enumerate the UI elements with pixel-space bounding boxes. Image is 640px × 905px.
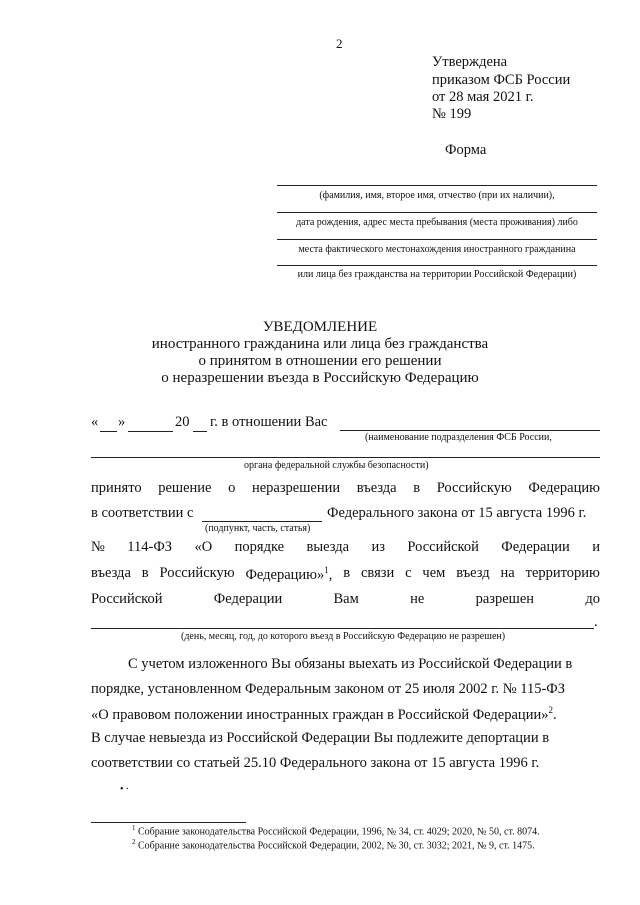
date-month-field[interactable] <box>128 431 173 432</box>
in-accordance-text: в соответствии с <box>91 505 194 521</box>
date-year-field[interactable] <box>193 431 207 432</box>
footnote-separator <box>91 822 246 823</box>
addressee-caption-3: места фактического местонахождения иностранного гражданина <box>298 244 576 255</box>
word-with-footnote <box>245 565 332 584</box>
date-close-quote: » <box>118 414 126 430</box>
para2-line-2: порядке, установленном Федеральным законом от 25 июля 2002 г. № 115-ФЗ <box>91 681 565 697</box>
date-open-quote: « <box>91 414 99 430</box>
word: решение <box>158 480 212 496</box>
not-allowed-line <box>91 591 600 608</box>
word: № <box>91 539 105 555</box>
word: выезда <box>306 539 350 555</box>
word: Федерацию» <box>245 566 325 583</box>
fsb-field[interactable] <box>91 457 600 458</box>
word: Федерации <box>501 539 570 555</box>
word: чем <box>422 565 446 581</box>
title-line-1: УВЕДОМЛЕНИЕ <box>262 319 378 335</box>
word: порядке <box>234 539 285 555</box>
para2-line-3 <box>91 705 557 724</box>
footnote-ref-2[interactable]: 2 <box>548 705 553 715</box>
approval-line-3: от 28 мая 2021 г. <box>432 89 534 105</box>
para2-line-5: соответствии со статьей 25.10 Федерального закона от 15 августа 1996 г. <box>91 755 540 771</box>
word: Федерацию <box>528 480 600 496</box>
title-line-2: иностранного гражданина или лица без гражданства <box>151 336 489 352</box>
word: из <box>371 539 385 555</box>
word: с <box>405 565 412 581</box>
footnote-1-text: Собрание законодательства Российской Федерации, 1996, № 34, ст. 4029; 2020, № 50, ст. 8074. <box>138 826 540 838</box>
entry-line <box>91 565 600 584</box>
division-field[interactable] <box>340 430 600 431</box>
addressee-caption-1: (фамилия, имя, второе имя, отчество (при их наличии), <box>319 190 555 201</box>
word: Российской <box>91 591 163 607</box>
caption-division: (наименование подразделения ФСБ России, <box>365 432 552 443</box>
word: до <box>585 591 600 607</box>
word: въезда <box>91 565 131 581</box>
word: «О <box>194 539 213 555</box>
period: . <box>594 614 598 630</box>
word: Вам <box>333 591 359 607</box>
addressee-caption-2: дата рождения, адрес места пребывания (места проживания) либо <box>296 217 578 228</box>
fed-law-1996: Федерального закона от 15 августа 1996 г. <box>327 505 587 521</box>
word: Российскую <box>159 565 235 581</box>
word: Российскую <box>436 480 512 496</box>
para2-line-1: С учетом изложенного Вы обязаны выехать из Российской Федерации в <box>128 656 573 672</box>
addressee-line-2[interactable] <box>277 212 597 213</box>
word: в <box>141 565 149 581</box>
subpoint-field[interactable] <box>202 521 322 522</box>
footnote-ref-1[interactable]: 1 <box>324 565 329 575</box>
form-label: Форма <box>445 142 487 158</box>
date-day-field[interactable] <box>100 431 117 432</box>
approval-line-1: Утверждена <box>432 54 508 70</box>
caption-until: (день, месяц, год, до которого въезд в Российскую Федерацию не разрешен) <box>181 631 506 642</box>
period: . <box>552 706 557 723</box>
word: связи <box>360 565 395 581</box>
approval-line-2: приказом ФСБ России <box>432 72 571 88</box>
word: не <box>410 591 425 607</box>
para2-line-4: В случае невыезда из Российской Федерации Вы подлежите депортации в <box>91 730 550 746</box>
footnote-2 <box>132 838 535 851</box>
scan-mark-icon: • ⸱ <box>120 784 129 795</box>
after-year-text: г. в отношении Вас <box>210 414 328 430</box>
addressee-line-4[interactable] <box>277 265 597 266</box>
title-line-3: о принятом в отношении его решении <box>198 353 442 369</box>
word: разрешен <box>475 591 535 607</box>
word: на <box>500 565 515 581</box>
word: и <box>592 539 600 555</box>
footnote-1 <box>132 824 540 837</box>
word: Федерации <box>213 591 283 607</box>
addressee-line-3[interactable] <box>277 239 597 240</box>
page-number: 2 <box>336 36 343 51</box>
footnote-2-text: Собрание законодательства Российской Федерации, 2002, № 30, ст. 3032; 2021, № 9, ст. 1475. <box>138 840 535 852</box>
approval-line-4: № 199 <box>432 106 472 122</box>
law-115-title: «О правовом положении иностранных граждан в Российской Федерации» <box>91 706 549 723</box>
word: Российской <box>407 539 479 555</box>
word: территорию <box>525 565 600 581</box>
law-line <box>91 539 600 556</box>
word: в <box>413 480 421 496</box>
word: в <box>343 565 351 581</box>
addressee-caption-4: или лица без гражданства на территории Российской Федерации) <box>297 269 577 280</box>
word: въезд <box>456 565 490 581</box>
title-line-4: о неразрешении въезда в Российскую Федерацию <box>161 370 479 386</box>
until-date-field[interactable] <box>91 628 594 629</box>
footnote-mark-2: 2 <box>132 838 136 846</box>
year-prefix: 20 <box>175 414 190 430</box>
addressee-line-1[interactable] <box>277 185 597 186</box>
word: въезда <box>356 480 397 496</box>
word: о <box>228 480 236 496</box>
word: неразрешении <box>251 480 341 496</box>
comma: , <box>328 566 333 583</box>
caption-fsb: органа федеральной службы безопасности) <box>244 460 429 471</box>
word: принято <box>91 480 142 496</box>
caption-subpoint: (подпункт, часть, статья) <box>205 523 311 534</box>
footnote-mark-1: 1 <box>132 824 136 832</box>
word: 114-ФЗ <box>127 539 173 555</box>
decision-line <box>91 480 600 497</box>
